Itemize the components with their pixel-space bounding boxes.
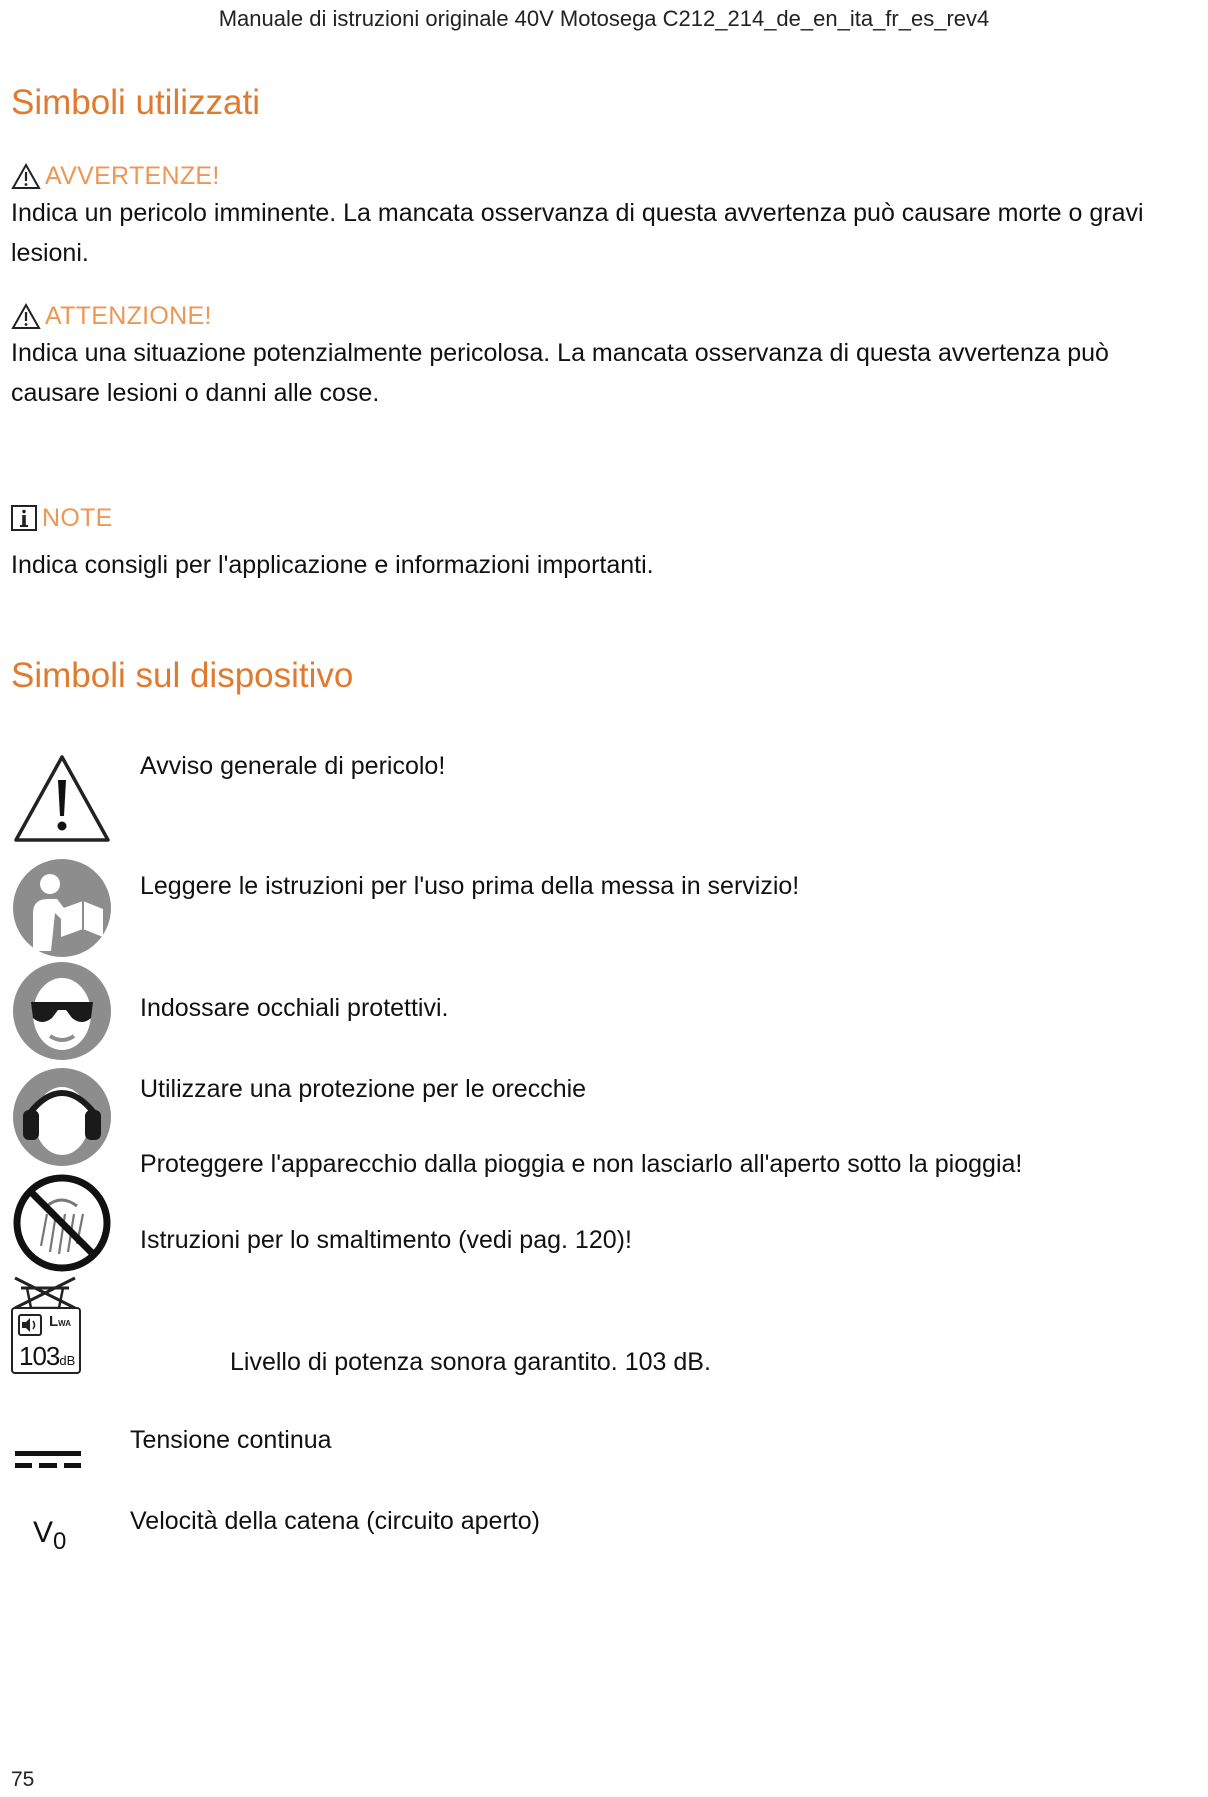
no-rain-text: Proteggere l'apparecchio dalla pioggia e non lasciarlo all'aperto sotto la pioggia!: [140, 1150, 1023, 1178]
ear-protection-icon: [11, 1066, 113, 1168]
warning-triangle-icon: [11, 303, 41, 330]
info-icon: [11, 505, 37, 531]
caution-label: ATTENZIONE!: [45, 301, 212, 330]
sound-power-icon: [11, 1307, 81, 1374]
sound-value: 103dB: [19, 1341, 76, 1371]
safety-glasses-text: Indossare occhiali protettivi.: [140, 994, 449, 1022]
sound-power-text: Livello di potenza sonora garantito. 103 dB.: [230, 1348, 711, 1376]
warning-label: AVVERTENZE!: [45, 161, 220, 190]
speaker-icon: [18, 1314, 42, 1336]
page-number: 75: [11, 1768, 35, 1791]
read-manual-text: Leggere le istruzioni per l'uso prima della messa in servizio!: [140, 872, 800, 900]
general-warning-icon: [11, 752, 113, 844]
note-label: NOTE: [42, 503, 113, 532]
sound-symbol: LWA: [49, 1313, 72, 1330]
crossed-bin-icon: [11, 1276, 81, 1310]
no-rain-icon: [11, 1172, 113, 1274]
warning-label-row: [11, 160, 220, 192]
note-description: Indica consigli per l'applicazione e informazioni importanti.: [11, 551, 654, 579]
safety-glasses-icon: [11, 960, 113, 1062]
chain-speed-icon: V0: [33, 1516, 67, 1555]
direct-current-icon: [15, 1449, 81, 1471]
warning-triangle-icon: [11, 163, 41, 190]
general-warning-text: Avviso generale di pericolo!: [140, 752, 446, 780]
document-header: Manuale di istruzioni originale 40V Motosega C212_214_de_en_ita_fr_es_rev4: [218, 6, 990, 31]
caution-description: Indica una situazione potenzialmente pericolosa. La mancata osservanza di questa avvertenza può causare lesioni o danni alle cose.: [11, 339, 1109, 407]
disposal-text: Istruzioni per lo smaltimento (vedi pag. 120)!: [140, 1226, 632, 1254]
direct-current-text: Tensione continua: [130, 1426, 332, 1454]
warning-description: Indica un pericolo imminente. La mancata osservanza di questa avvertenza può causare morte o gravi lesioni.: [11, 199, 1144, 267]
caution-label-row: [11, 300, 212, 332]
section-title-simboli-sul-dispositivo: Simboli sul dispositivo: [11, 656, 354, 695]
section-title-simboli-utilizzati: Simboli utilizzati: [11, 83, 260, 122]
read-manual-icon: [11, 857, 113, 959]
ear-protection-text: Utilizzare una protezione per le orecchie: [140, 1075, 587, 1103]
note-label-row: [11, 502, 113, 534]
chain-speed-text: Velocità della catena (circuito aperto): [130, 1507, 540, 1535]
